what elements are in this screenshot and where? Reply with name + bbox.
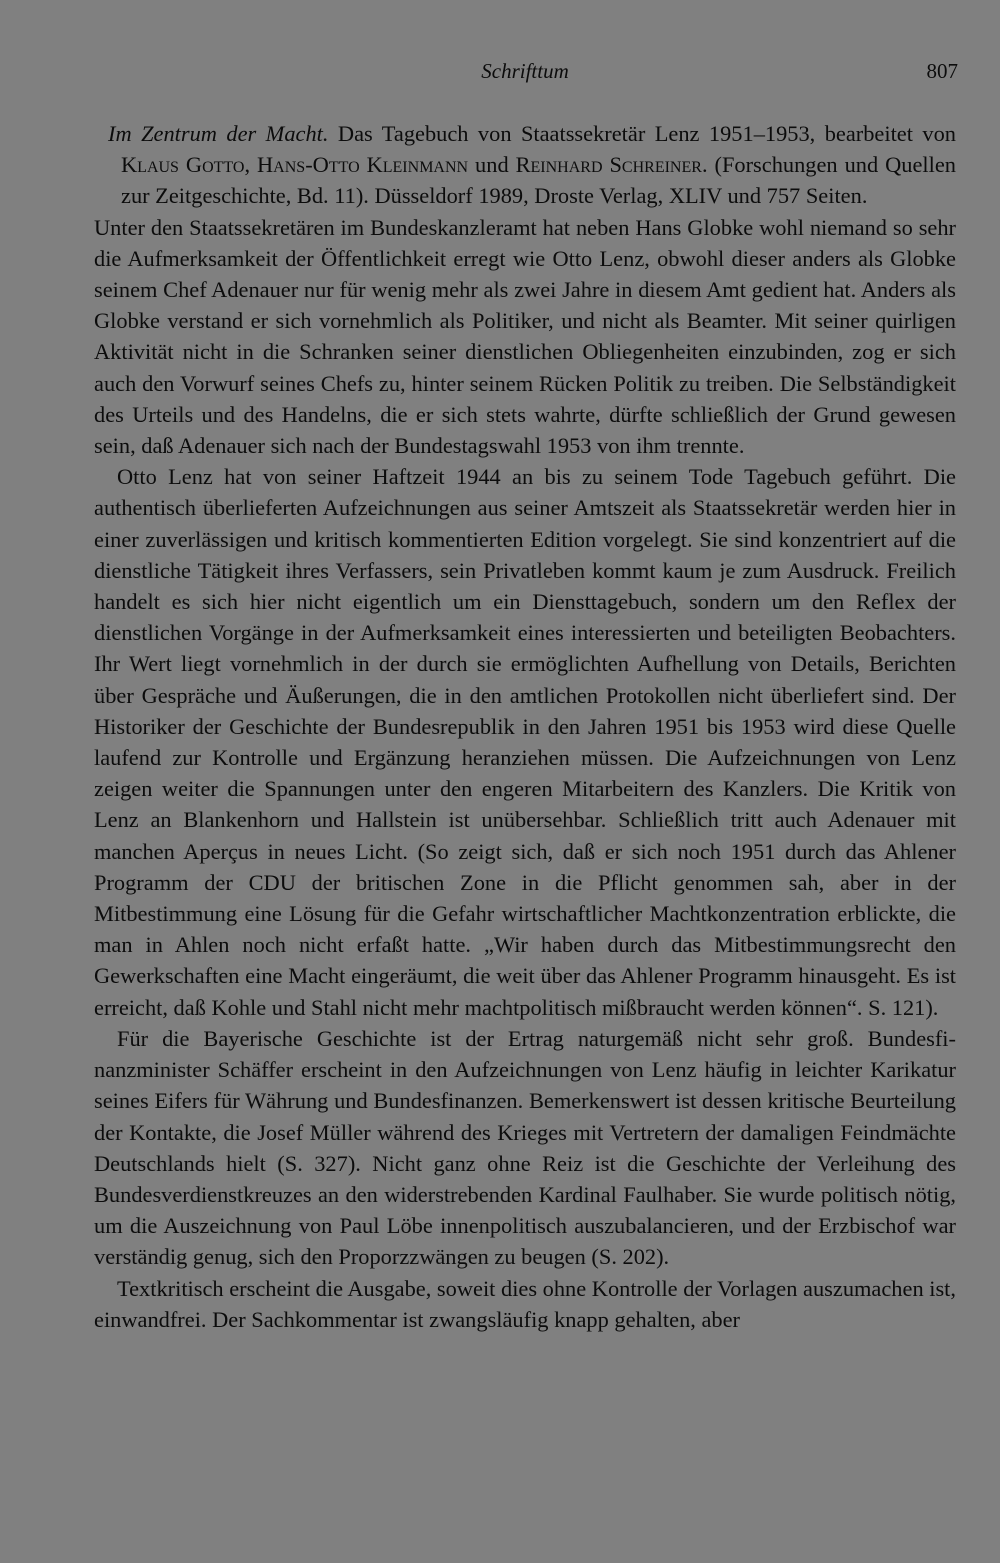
bibliographic-entry — [94, 118, 956, 212]
editor-name: Reinhard Schreiner — [515, 152, 702, 178]
entry-title: Im Zentrum der Macht. — [108, 121, 329, 146]
editor-name: Klaus Gotto — [121, 152, 245, 178]
entry-text: . (Forschungen und Quellen zur Zeitgeschichte, Bd. 11). Düsseldorf 1989, Droste Verlag, XLIV und 757 Seiten. — [121, 152, 956, 209]
entry-text: Das Tagebuch von Staatssekretär Lenz 1951–1953, bearbeitet von — [328, 121, 956, 146]
review-paragraph: Unter den Staatssekretären im Bundeskanzleramt hat neben Hans Globke wohl niemand so sehr die Aufmerksamkeit der Öffentlichkeit erregt wie Otto Lenz, obwohl dieser anders als Globke seinem Chef Adenauer nur für wenig mehr als zwei Jahre in diesem Amt gedient hat. Anders als Globke verstand er sich vornehmlich als Politiker, und nicht als Beamter. Mit seiner quirligen Aktivität nicht in die Schranken seiner dienstlichen Obliegenheiten einzubinden, zog er sich auch den Vorwurf seines Chefs zu, hinter seinem Rücken Politik zu treiben. Die Selbständigkeit des Urteils und des Handelns, die er sich stets wahrte, dürfte schließlich der Grund gewesen sein, daß Adenauer sich nach der Bundestagswahl 1953 von ihm trennte. — [94, 214, 956, 459]
editor-name: Hans-Otto Kleinmann — [257, 152, 469, 178]
running-title: Schrifttum — [481, 59, 569, 83]
review-paragraph: Otto Lenz hat von seiner Haftzeit 1944 an bis zu seinem Tode Tagebuch geführt. Die authentisch überlieferten Aufzeichnungen aus seiner Amtszeit als Staatssekretär werden hier in einer zuverlässigen und kritisch kommentierten Edition vorgelegt. Sie sind konzentriert auf die dienstliche Tätigkeit ihres Verfassers, sein Privatleben kommt kaum je zum Ausdruck. Freilich handelt es sich hier nicht eigentlich um ein Diensttagebuch, sondern um den Reflex der dienstlichen Vorgänge in der Aufmerksamkeit eines interessierten und beteiligten Beobachters. Ihr Wert liegt vornehmlich in der durch sie ermöglichten Aufhellung von Details, Berichten über Gespräche und Äußerungen, die in den amtlichen Protokollen nicht überliefert sind. Der Historiker der Geschichte der Bundesrepublik in den Jahren 1951 bis 1953 wird diese Quelle laufend zur Kontrolle und Ergänzung heranziehen müssen. Die Aufzeichnungen von Lenz zeigen weiter die Spannungen unter den engeren Mitarbeitern des Kanzlers. Die Kritik von Lenz an Blankenhorn und Hallstein ist unübersehbar. Schließlich tritt auch Adenauer mit manchen Aperçus in neues Licht. (So zeigt sich, daß er sich noch 1951 durch das Ahlener Programm der CDU der britischen Zone in die Pflicht genommen sah, aber in der Mitbestimmung eine Lösung für die Gefahr wirtschaftlicher Machtkonzentration erblickte, die man in Ahlen noch nicht erfaßt hatte. „Wir haben durch das Mitbestimmungsrecht den Gewerkschaften eine Macht eingeräumt, die weit über das Ahlener Programm hinausgeht. Es ist erreicht, daß Kohle und Stahl nicht mehr machtpolitisch mißbraucht werden können“. S. 121). — [94, 464, 956, 1020]
page-number: 807 — [926, 59, 958, 83]
running-head — [92, 56, 958, 86]
body-text — [94, 118, 956, 1335]
review-paragraph: Textkritisch erscheint die Ausgabe, soweit dies ohne Kontrolle der Vorlagen auszumachen ist, einwandfrei. Der Sachkommentar ist zwangsläufig knapp gehalten, aber — [94, 1275, 956, 1332]
separator: , — [244, 152, 258, 178]
review-paragraph: Für die Bayerische Geschichte ist der Ertrag naturgemäß nicht sehr groß. Bundesfinanzminister Schäffer erscheint in den Aufzeichnungen von Lenz häufig in leichter Karikatur seines Eifers für Währung und Bundesfinanzen. Bemerkenswert ist dessen kritische Beurteilung der Kontakte, die Josef Müller während des Krieges mit Vertretern der damaligen Feindmächte Deutschlands hielt (S. 327). Nicht ganz ohne Reiz ist die Geschichte der Verleihung des Bundesverdienstkreuzes an den widerstrebenden Kardinal Faulhaber. Sie wurde politisch nötig, um die Auszeichnung von Paul Löbe innenpolitisch auszubalancieren, und der Erzbischof war verständig genug, sich den Proporzzwängen zu beugen (S. 202). — [94, 1025, 956, 1270]
separator: und — [468, 152, 516, 178]
